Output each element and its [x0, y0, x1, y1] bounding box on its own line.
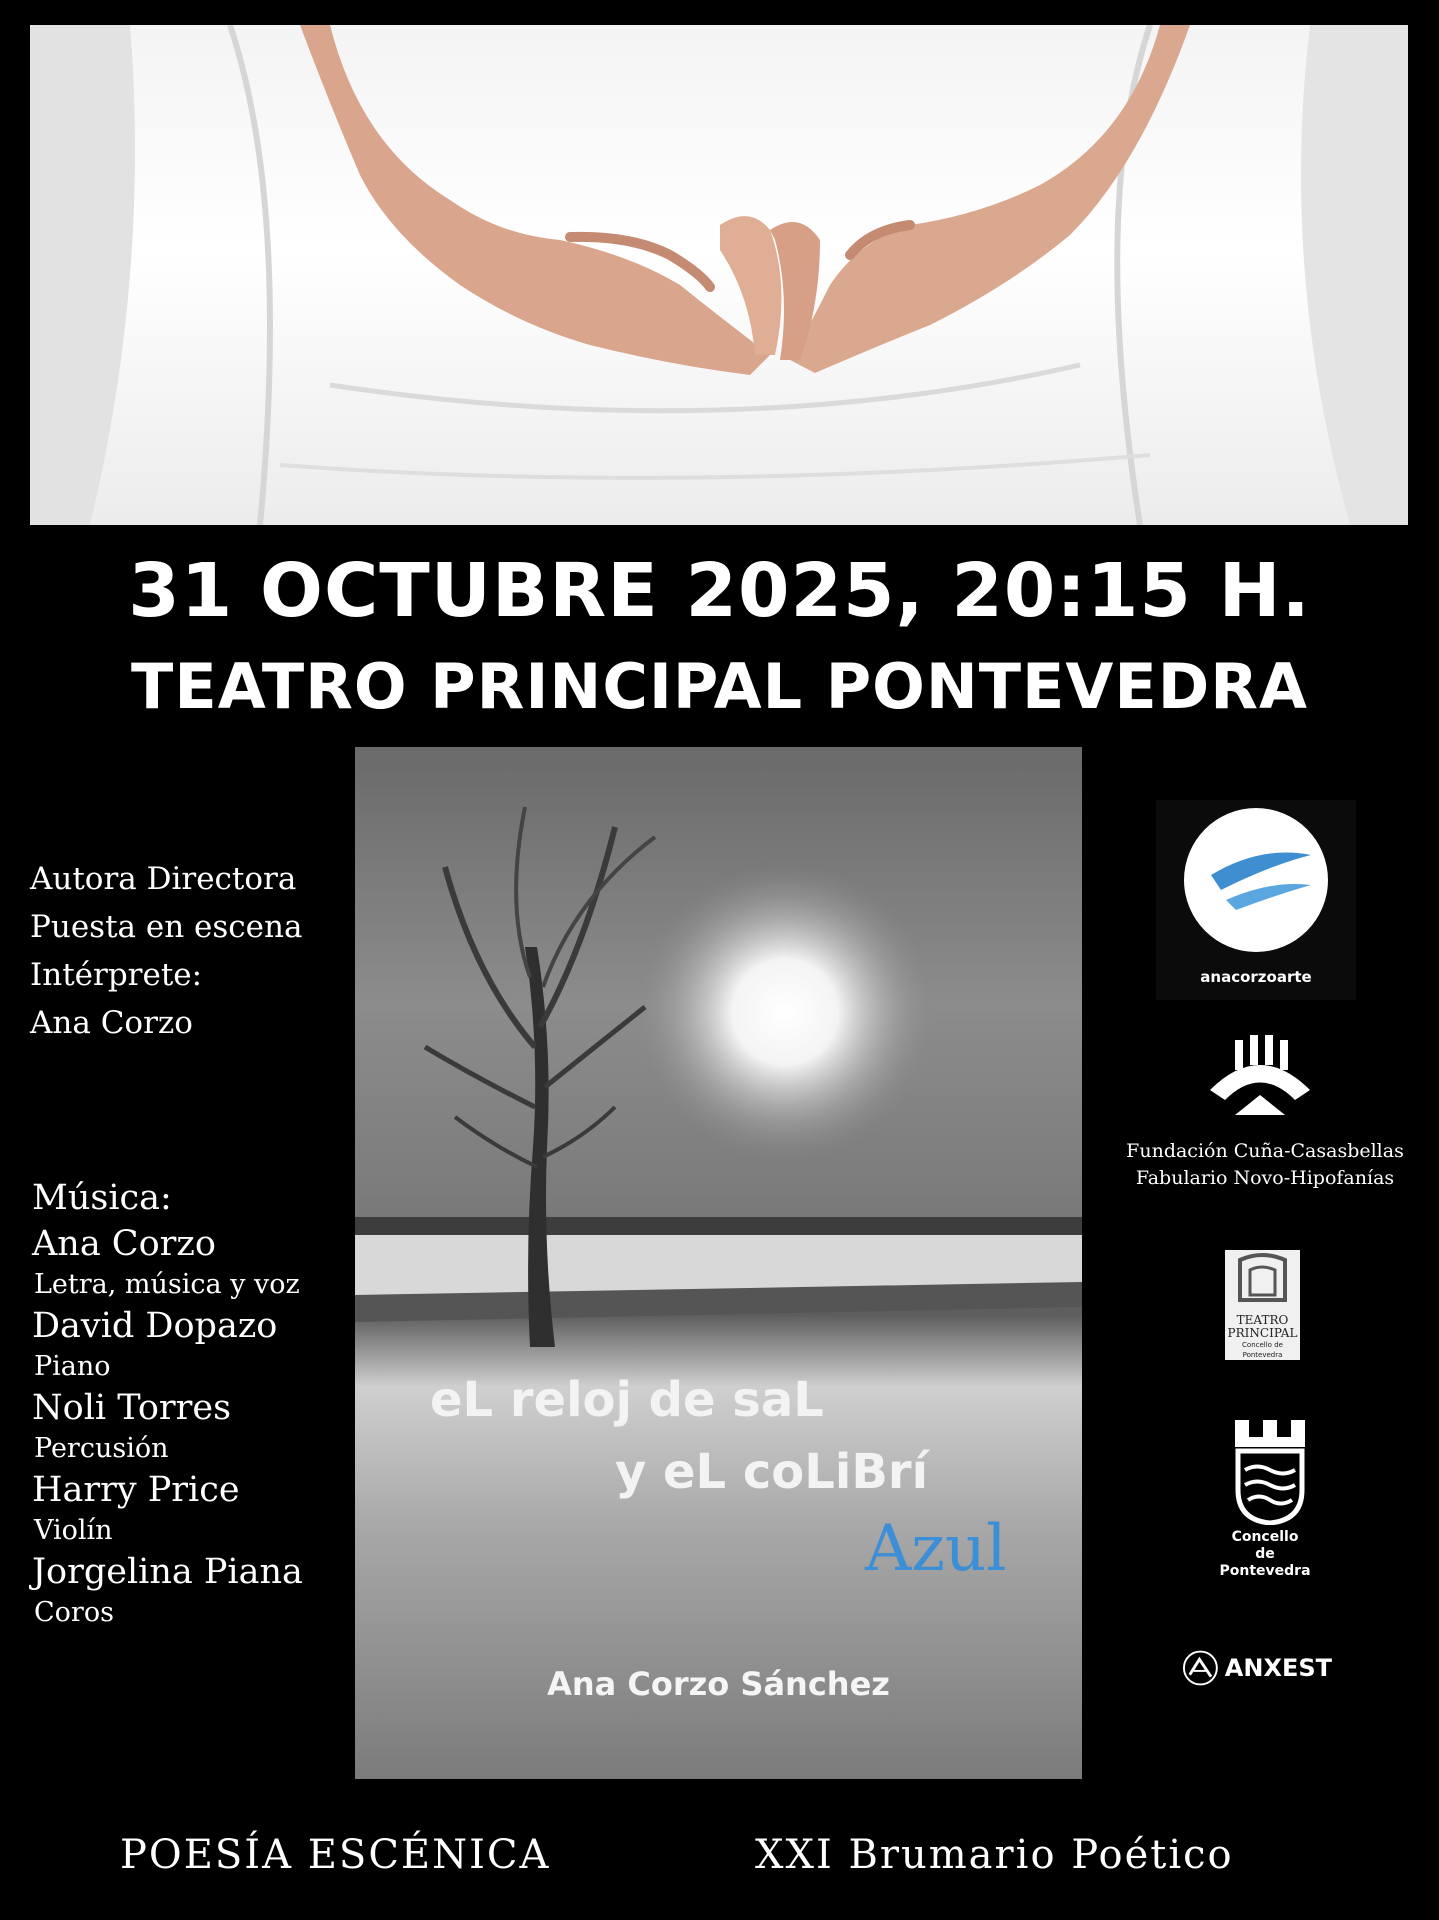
- cover-landscape-image: [355, 747, 1082, 1779]
- musician-role: Percusión: [34, 1433, 169, 1464]
- teatro-label: TEATRO: [1236, 1313, 1289, 1327]
- anxest-emblem-icon: [1182, 1649, 1219, 1687]
- cover-title-line3: Azul: [865, 1512, 1007, 1586]
- fundacion-logo-icon: [1195, 1030, 1325, 1130]
- credit-line: Intérprete:: [30, 957, 203, 993]
- anxest-logo: [1182, 1648, 1332, 1688]
- credits-block: [30, 855, 302, 1047]
- credit-line: Ana Corzo: [30, 1005, 193, 1041]
- footer-left: POESÍA ESCÉNICA: [120, 1832, 551, 1878]
- music-heading: Música:: [32, 1178, 172, 1218]
- musician-name: Harry Price: [32, 1470, 240, 1510]
- credit-line: Puesta en escena: [30, 909, 303, 945]
- musician-name: Jorgelina Piana: [32, 1552, 303, 1592]
- musician-role: Piano: [34, 1351, 111, 1382]
- fundacion-name: Fundación Cuña-Casasbellas: [1126, 1140, 1404, 1162]
- musician-role: Coros: [34, 1597, 114, 1628]
- cover-title-line1: eL reloj de saL: [430, 1372, 824, 1428]
- principal-label: PRINCIPAL: [1227, 1326, 1298, 1340]
- teatro-emblem-icon: [1225, 1250, 1300, 1310]
- musician-name: Ana Corzo: [32, 1224, 216, 1264]
- anxest-label: ANXEST: [1224, 1654, 1332, 1682]
- fabulario-name: Fabulario Novo-Hipofanías: [1135, 1167, 1395, 1189]
- hands-photo: [30, 25, 1408, 525]
- music-credits: [32, 1175, 303, 1631]
- anacorzoarte-circle-icon: [1181, 805, 1331, 955]
- anacorzoarte-logo: [1156, 800, 1356, 1000]
- footer-right: XXI Brumario Poético: [755, 1832, 1234, 1878]
- event-date-time: 31 OCTUBRE 2025, 20:15 H.: [128, 548, 1311, 634]
- cover-author: Ana Corzo Sánchez: [547, 1665, 890, 1703]
- credit-line: Autora Directora: [30, 861, 297, 897]
- musician-name: David Dopazo: [32, 1306, 278, 1346]
- musician-role: Letra, música y voz: [34, 1269, 300, 1300]
- musician-name: Noli Torres: [32, 1388, 232, 1428]
- cover-title-line2: y eL coLiBrí: [615, 1444, 929, 1500]
- concello-shield-icon: [1230, 1415, 1310, 1525]
- concello-pontevedra-logo: [1215, 1415, 1315, 1579]
- concello-label: Concello: [1231, 1529, 1299, 1545]
- musician-role: Violín: [34, 1515, 113, 1546]
- teatro-principal-logo: [1225, 1250, 1300, 1360]
- pontevedra-label: de Pontevedra: [1219, 1546, 1311, 1579]
- anacorzoarte-caption: anacorzoarte: [1200, 968, 1312, 986]
- fundacion-text: [1125, 1138, 1405, 1192]
- event-venue: TEATRO PRINCIPAL PONTEVEDRA: [131, 650, 1308, 723]
- teatro-concello-label: Concello de Pontevedra: [1242, 1341, 1283, 1359]
- book-cover: [355, 747, 1082, 1779]
